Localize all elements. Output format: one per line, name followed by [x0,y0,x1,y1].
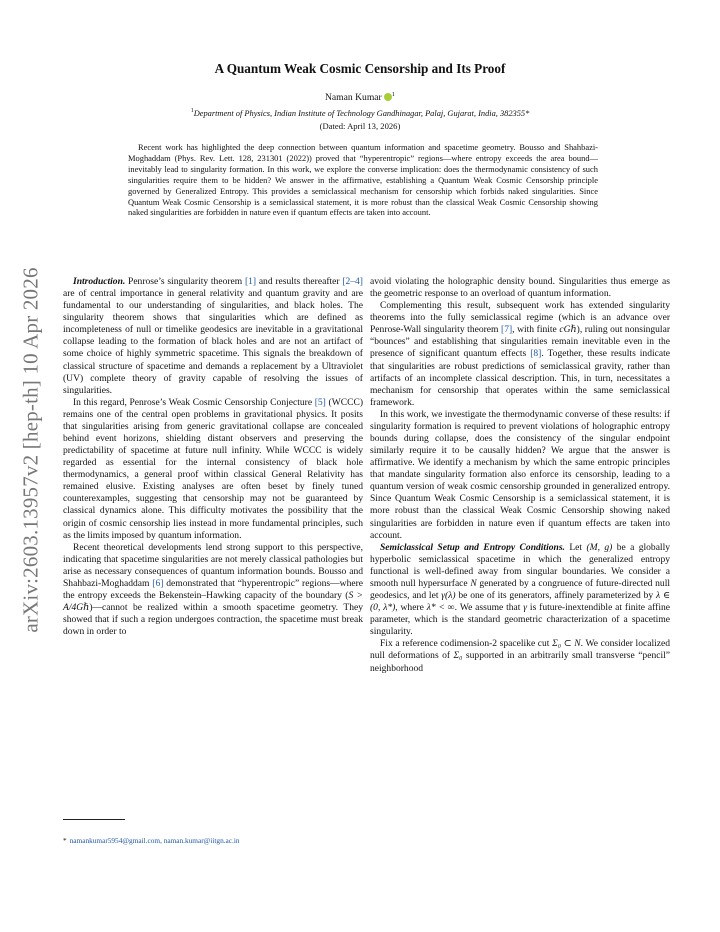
affiliation-mark: 1 [190,108,194,114]
text-run: and results thereafter [256,276,343,287]
intro-heading: Introduction. [73,276,126,287]
inline-math: cGℏ [559,324,577,336]
intro-paragraph-3 [63,542,363,639]
text-run: Complementing this result, subsequent work has extended singularity theorems into the fully semiclassical regime (which is an advance over Penrose-Wall singularity theorem [370,300,670,336]
footnote-marker: * [63,836,67,845]
text-run: ), ruling out nonsingular “bounces” and establishing that singularities remain inevitable even in the presence of significant quantum effects [370,324,671,360]
arxiv-sidebar [14,255,48,645]
inline-math: γ(λ) [441,590,456,602]
orcid-icon[interactable] [384,93,392,101]
inline-math: Σ₀ [453,650,463,662]
right-column [370,276,670,675]
left-column [63,276,363,638]
citation-link[interactable]: [2–4] [342,276,363,287]
text-run: . Together, these results indicate that singularities are robust predictions of semiclassical gravity, rather than artifacts of an incomplete classical description. This, in turn, necessitates a mechanism for censorship that operates within the same semiclassical framework. [370,348,670,408]
dated-line: (Dated: April 13, 2026) [319,121,401,131]
affiliation-line [0,108,720,118]
inline-math: Σ₀ ⊂ N [552,638,581,650]
inline-math: S > A/4Gℏ [63,590,363,614]
inline-math: λ ∈ (0, λ*) [370,590,671,614]
citation-link[interactable]: [1] [244,276,257,287]
author-line [0,91,720,103]
text-run: demonstrated that “hyperentropic” regions—where the entropy exceeds the Bekenstein–Hawking capacity of the boundary ( [63,577,363,602]
text-run: supported in an arbitrarily small transverse “pencil” neighborhood [370,650,670,674]
setup-heading: Semiclassical Setup and Entropy Conditions. [380,541,565,553]
inline-math: γ [523,602,528,614]
citation-link[interactable]: [5] [314,396,326,408]
intro-paragraph-1 [63,276,363,397]
text-run: , with finite [512,324,560,336]
email-links[interactable]: namankumar5954@gmail.com, naman.kumar@iitgn.ac.in [69,836,240,845]
text-run: Penrose’s singularity theorem [125,276,245,287]
affiliation: Department of Physics, Indian Institute of Technology Gandhinagar, Palaj, Gujarat, India, 382355* [193,108,530,118]
inline-math: (M, g) [586,541,613,553]
text-run: Recent theoretical developments lend strong support to this perspective, indicating that spacetime singularities are not merely classical pathologies but arise as necessary consequences of quantum information bounds. Bousso and Shahbazi-Moghaddam [63,541,363,589]
author-affiliation-mark: 1 [391,91,395,98]
inline-math: λ* < ∞ [426,602,455,614]
abstract: Recent work has highlighted the deep connection between quantum information and spacetime geometry. Bousso and Shahbazi-Moghaddam (Phys. Rev. Lett. 128, 231301 (2022)) proved that “hyperentropic” regions—where entropy exceeds the area bound—inevitably lead to singularity formation. In this work, we explore the converse implication: does the thermodynamic consistency of such singularities require them to be hidden? We answer in the affirmative, establishing a Quantum Weak Cosmic Censorship principle governed by Generalized Entropy. This provides a semiclassical mechanism for censorship which forbids naked singularities. Since Quantum Weak Cosmic Censorship is a semiclassical statement, it is more robust than the classical Weak Cosmic Censorship showing naked singularities are forbidden in nature even if quantum effects are taken into account. [128,142,598,218]
author-name: Naman Kumar [325,92,382,104]
right-paragraph-2 [370,300,670,409]
text-run: are of central importance in general relativity and quantum gravity and are fundamental to our understanding of singularities, and black holes. The singularity theorem shows that singularities which are defined as incompleteness of null or timelike geodesics are inevitable in a gravitational collapse leading to the formation of black holes and are not an artifact of some choice of highly symmetric spacetime. This signals the breakdown of classical structure of spacetime and demands a replacement by a Ultraviolet (UV) complete theory of gravity capable of resolving the issues of singularities. [63,288,363,396]
paper-title: A Quantum Weak Cosmic Censorship and Its Proof [214,61,506,76]
text-run: is future-inextendible at finite affine parameter, which is the standard geometric characterization of a spacetime singularity. [370,602,670,638]
cut-paragraph [370,638,670,674]
text-run: , where [395,602,427,614]
text-run: . We consider localized null deformations of [370,638,671,662]
text-run: (WCCC) remains one of the central open problems in gravitational physics. It posits that singularities arising from generic gravitational collapse are concealed behind event horizons, shielding distant observers and preserving the predictability of spacetime at future null infinity. While WCCC is widely regarded as essential for the internal consistency of black hole thermodynamics, a general proof within classical General Relativity has remained elusive. Existing analyses are often beset by finely tuned counterexamples, suggesting that censorship may not be guaranteed by classical dynamics alone. This difficulty motivates the possibility that the origin of cosmic censorship lies instead in more fundamental principles, such as the limits imposed by quantum information. [63,396,364,541]
arxiv-identifier[interactable]: arXiv:2603.13957v2 [hep-th] 10 Apr 2026 [18,267,43,633]
inline-math: N [470,577,477,589]
setup-paragraph [370,542,670,639]
text-run: . We assume that [454,602,524,614]
text-run: be a globally hyperbolic semiclassical spacetime in which the generalized entropy functional is well-defined away from singular boundaries. We consider a smooth null hypersurface [370,541,671,589]
text-run: Fix a reference codimension-2 spacelike cut [380,638,553,650]
right-paragraph-3: In this work, we investigate the thermodynamic converse of these results: if singularity formation is required to prevent violations of holographic entropy bounds during collapse, does the consistency of the singular endpoint similarly require it to be causally hidden? We argue that the answer is affirmative. We identify a mechanism by which the same entropic principles that mandate singularity formation also enforce its censorship, leading to a quantum version of weak cosmic censorship grounded in generalized entropy. Since Quantum Weak Cosmic Censorship is a semiclassical statement, it is more robust than the classical Weak Cosmic Censorship showing naked singularities are forbidden in nature even if quantum effects are taken into account. [370,408,670,541]
text-run: Let [564,541,587,553]
footnote [63,836,240,845]
citation-link[interactable]: [6] [152,577,164,589]
intro-paragraph-2 [63,397,363,542]
text-run: generated by a congruence of future-directed null geodesics, and let [370,577,670,602]
footnote-rule [63,819,125,820]
citation-link[interactable]: [7] [501,324,513,336]
right-paragraph-1: avoid violating the holographic density bound. Singularities thus emerge as the geometric response to an overload of quantum information. [370,276,670,300]
text-run: be one of its generators, affinely parameterized by [455,590,656,602]
text-run: In this regard, Penrose’s Weak Cosmic Censorship Conjecture [73,396,315,408]
citation-link[interactable]: [8] [530,348,542,360]
text-run: )—cannot be realized within a smooth spacetime geometry. They showed that if such a region undergoes contraction, the spacetime must break down in order to [63,602,363,638]
